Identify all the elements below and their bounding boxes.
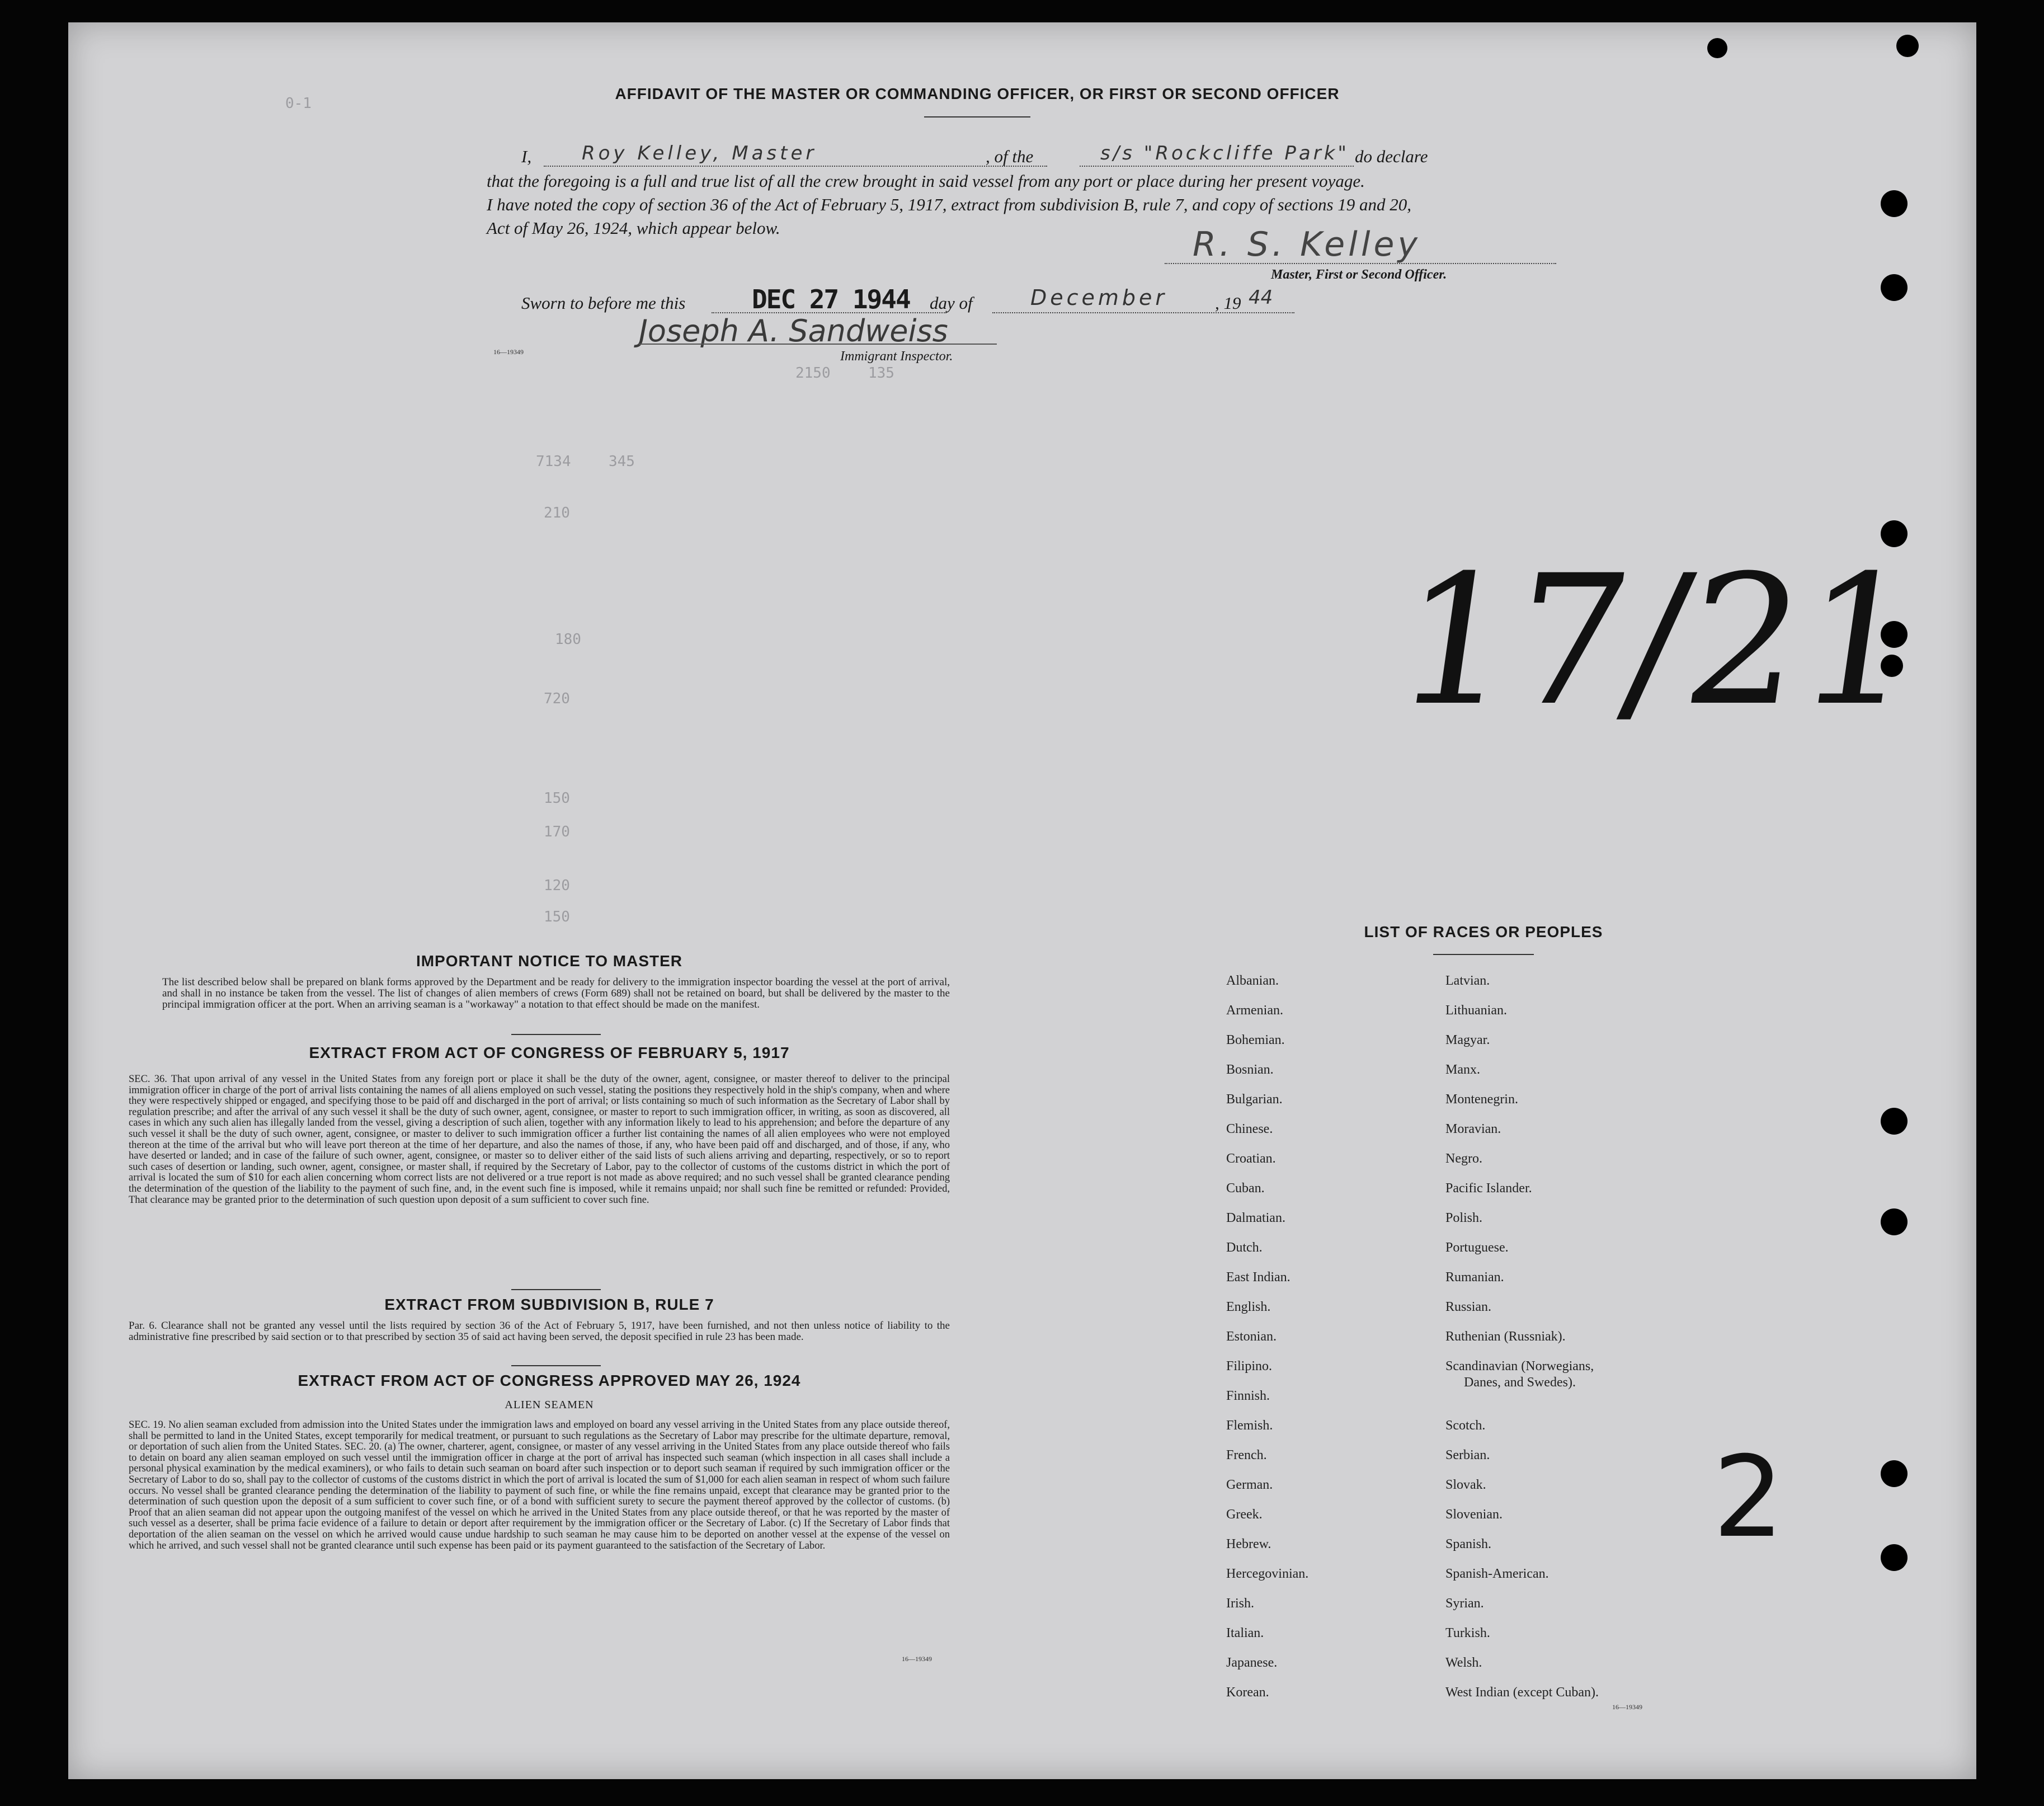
race-item: Negro.	[1445, 1151, 1482, 1166]
affidavit-of-the: , of the	[986, 147, 1034, 166]
sworn-year: 44	[1249, 286, 1273, 309]
ghost-number: 150	[544, 909, 570, 925]
race-item: Serbian.	[1445, 1448, 1490, 1462]
race-item: Albanian.	[1226, 973, 1279, 988]
vessel-name: s/s "Rockcliffe Park"	[1100, 142, 1350, 164]
race-item: Bosnian.	[1226, 1062, 1274, 1077]
punch-hole	[1896, 35, 1919, 57]
race-item: Spanish.	[1445, 1537, 1492, 1551]
race-item: Dalmatian.	[1226, 1211, 1285, 1225]
race-item: Lithuanian.	[1445, 1003, 1507, 1018]
divider	[924, 116, 1030, 117]
ghost-number: 170	[544, 824, 570, 840]
ghost-number: 150	[544, 790, 570, 807]
inspector-signature-line	[639, 344, 997, 345]
signature-line	[1165, 263, 1556, 264]
date-stamp: DEC 27 1944	[752, 284, 910, 314]
master-caption: Master, First or Second Officer.	[1271, 267, 1447, 282]
sworn-month-line	[992, 312, 1294, 313]
affidavit-line-3: I have noted the copy of section 36 of the Act of February 5, 1917, extract from subdivision B, rule 7, and copy of sections 19 and 20,	[487, 195, 1412, 214]
race-item: Ruthenian (Russniak).	[1445, 1329, 1566, 1344]
race-item: Rumanian.	[1445, 1270, 1504, 1285]
race-item: East Indian.	[1226, 1270, 1291, 1285]
handwritten-mark: 2	[1713, 1432, 1784, 1563]
sworn-year-prefix: , 19	[1215, 293, 1241, 313]
race-item: Bohemian.	[1226, 1033, 1285, 1047]
document-page	[68, 22, 1976, 1779]
race-item: Bulgarian.	[1226, 1092, 1283, 1107]
race-item: Hercegovinian.	[1226, 1567, 1309, 1581]
race-item: Armenian.	[1226, 1003, 1283, 1018]
affidavit-line-4: Act of May 26, 1924, which appear below.	[487, 218, 780, 238]
race-item: French.	[1226, 1448, 1267, 1462]
ghost-number: 210	[544, 505, 570, 521]
race-item: Magyar.	[1445, 1033, 1490, 1047]
divider	[511, 1365, 601, 1366]
extract-1917-title: EXTRACT FROM ACT OF CONGRESS OF FEBRUARY 5, 1917	[309, 1044, 790, 1061]
race-item: Welsh.	[1445, 1656, 1482, 1670]
race-item: German.	[1226, 1478, 1273, 1492]
extract-1917-text: SEC. 36. That upon arrival of any vessel in the United States from any foreign port or place it shall be the duty of the owner, agent, consignee, or master thereof to deliver to the principal immigration officer in charge of the port of arrival lists containing the names of all aliens employed on such vessel, stating the positions they respectively hold in the ship's company, when and where they were respectively shipped or engaged, and specifying those to be paid off and discharged in the port of arrival; or lists containing so much of such information as the Secretary of Labor shall by regulation prescribe; and after the arrival of any such vessel it shall be the duty of such owner, agent, consignee, or master to report to such immigration officer, in writing, as soon as discovered, all cases in which any such alien has illegally landed from the vessel, giving a description of such alien, together with any information likely to lead to his apprehension; and before the departure of any such vessel it shall be the duty of such owner, agent, consignee, or master to deliver to such immigration officer a further list containing the names of all alien employees who were not employed thereon at the time of the arrival but who will leave port thereon at the time of her departure, and also the names of those, if any, who have been paid off and discharged, and of those, if any, who have deserted or landed; and in case of the failure of such owner, agent, consignee, or master so to deliver either of the said lists of such aliens arriving and departing, respectively, or so to report such cases of desertion or landing, such owner, agent, consignee, or master shall, if required by the Secretary of Labor, pay to the collector of customs of the customs district in which the port of arrival is located the sum of $10 for each alien concerning whom correct lists are not delivered or a true report is not made as above required; and no such vessel shall be granted clearance pending the determination of the question of the liability to the payment of such fine, and, in the event such fine is imposed, while it remains unpaid; nor shall such fine be remitted or refunded: Provided, That clearance may be granted prior to the determination of such question upon deposit of a sum sufficient to cover such fine.	[129, 1074, 950, 1206]
race-item: Montenegrin.	[1445, 1092, 1518, 1107]
notice-title: IMPORTANT NOTICE TO MASTER	[416, 952, 683, 970]
sworn-month: December	[1030, 285, 1168, 310]
affidavit-title: AFFIDAVIT OF THE MASTER OR COMMANDING OFFICER, OR FIRST OR SECOND OFFICER	[615, 85, 1340, 102]
race-item: Filipino.	[1226, 1359, 1273, 1374]
notice-text: The list described below shall be prepared on blank forms approved by the Department and be ready for delivery to the immigration inspector boarding the vessel at the port of arrival, and shall in no instance be taken from the vessel. The list of changes of alien members of crews (Form 689) shall not be retained on board, but shall be delivered by the master to the principal immigration officer at the port. When an arriving seaman is a "workaway" a notation to that effect should be made on the manifest.	[162, 976, 950, 1010]
sworn-day-of: day of	[930, 293, 973, 313]
ghost-number: 135	[868, 365, 894, 382]
races-title: LIST OF RACES OR PEOPLES	[1364, 923, 1603, 940]
inspector-signature: Joseph A. Sandweiss	[639, 313, 948, 349]
race-item: Scotch.	[1445, 1418, 1486, 1433]
race-item: Cuban.	[1226, 1181, 1265, 1196]
ghost-number: 345	[609, 453, 635, 470]
race-item: Syrian.	[1445, 1596, 1484, 1611]
race-item: Manx.	[1445, 1062, 1480, 1077]
extract-form-number: 16—19349	[902, 1655, 932, 1663]
punch-hole	[1881, 1208, 1908, 1235]
race-item: Irish.	[1226, 1596, 1254, 1611]
race-item: Korean.	[1226, 1685, 1269, 1700]
affidavit-i: I,	[521, 147, 532, 166]
inspector-form-number: 16—19349	[493, 348, 524, 356]
extract-1924-subtitle: ALIEN SEAMEN	[505, 1399, 594, 1411]
race-item: Estonian.	[1226, 1329, 1277, 1344]
race-item: Slovenian.	[1445, 1507, 1503, 1522]
race-item: Chinese.	[1226, 1122, 1273, 1136]
vessel-name-line	[1080, 166, 1354, 167]
race-item: Finnish.	[1226, 1389, 1270, 1403]
handwritten-page-number: 17/21	[1384, 537, 1930, 745]
race-item: English.	[1226, 1300, 1271, 1314]
affidavit-line-2: that the foregoing is a full and true list of all the crew brought in said vessel from any port or place during her present voyage.	[487, 171, 1365, 191]
sworn-text: Sworn to before me this	[521, 293, 686, 313]
race-item: Slovak.	[1445, 1478, 1486, 1492]
race-item: Hebrew.	[1226, 1537, 1271, 1551]
race-item: Portuguese.	[1445, 1240, 1509, 1255]
ghost-number: 180	[555, 631, 581, 648]
inspector-caption: Immigrant Inspector.	[840, 349, 953, 364]
ghost-corner-mark: 0-1	[285, 95, 312, 112]
race-item: West Indian (except Cuban).	[1445, 1685, 1599, 1700]
rule-7-title: EXTRACT FROM SUBDIVISION B, RULE 7	[384, 1296, 714, 1313]
race-item: Flemish.	[1226, 1418, 1273, 1433]
punch-hole	[1881, 1108, 1908, 1135]
master-name: Roy Kelley, Master	[582, 142, 817, 164]
race-item: Turkish.	[1445, 1626, 1490, 1640]
race-item: Polish.	[1445, 1211, 1483, 1225]
race-item: Croatian.	[1226, 1151, 1276, 1166]
race-item: Japanese.	[1226, 1656, 1278, 1670]
race-item: Danes, and Swedes).	[1464, 1375, 1576, 1390]
master-signature: R. S. Kelley	[1193, 225, 1421, 264]
rule-7-text: Par. 6. Clearance shall not be granted any vessel until the lists required by section 36 of the Act of February 5, 1917, have been furnished, and not then unless notice of liability to the administrative fine prescribed by said section or to that prescribed by section 35 of said act having been served, the deposit specified in rule 23 has been made.	[129, 1320, 950, 1343]
ghost-number: 2150	[795, 365, 831, 382]
ghost-number: 720	[544, 690, 570, 707]
ghost-number: 120	[544, 877, 570, 894]
punch-hole	[1881, 1544, 1908, 1571]
divider	[511, 1034, 601, 1035]
affidavit-declare: do declare	[1355, 147, 1428, 166]
divider	[1433, 954, 1534, 955]
race-item: Pacific Islander.	[1445, 1181, 1532, 1196]
master-name-line	[544, 166, 1047, 167]
punch-hole	[1707, 38, 1727, 58]
race-item: Spanish-American.	[1445, 1567, 1549, 1581]
race-item: Russian.	[1445, 1300, 1492, 1314]
races-form-number: 16—19349	[1612, 1703, 1642, 1711]
race-item: Moravian.	[1445, 1122, 1501, 1136]
race-item: Scandinavian (Norwegians,	[1445, 1359, 1594, 1374]
punch-hole	[1881, 1460, 1908, 1487]
extract-1924-title: EXTRACT FROM ACT OF CONGRESS APPROVED MAY 26, 1924	[298, 1372, 801, 1389]
race-item: Dutch.	[1226, 1240, 1263, 1255]
punch-hole	[1881, 190, 1908, 217]
race-item: Greek.	[1226, 1507, 1263, 1522]
race-item: Latvian.	[1445, 973, 1490, 988]
ghost-number: 7134	[536, 453, 571, 470]
punch-hole	[1881, 274, 1908, 301]
race-item: Italian.	[1226, 1626, 1264, 1640]
divider	[511, 1289, 601, 1290]
extract-1924-text: SEC. 19. No alien seaman excluded from admission into the United States under the immigration laws and employed on board any vessel arriving in the United States from any place outside thereof, shall be permitted to land in the United States, except temporarily for medical treatment, or pursuant to such regulations as the Secretary of Labor may prescribe for the ultimate departure, removal, or deportation of such alien from the United States. SEC. 20. (a) The owner, charterer, agent, consignee, or master of any vessel arriving in the United States from any place outside thereof who fails to detain on board any alien seaman employed on such vessel until the immigration officer in charge at the port of arrival has inspected such seaman (which inspection in all cases shall include a personal physical examination by the medical examiners), or who fails to detain such seaman on board after such inspection or to deport such seaman if required by such immigration officer or the Secretary of Labor to do so, shall pay to the collector of customs of the customs district in which the port of arrival is located the sum of $1,000 for each alien seaman in respect of whom such failure occurs. No vessel shall be granted clearance pending the determination of the liability to payment of such fine, or while the fine remains unpaid, except that clearance may be granted prior to the determination of such question upon the deposit of a sum sufficient to cover such fine, or of a bond with sufficient surety to secure the payment thereof approved by the collector of customs. (b) Proof that an alien seaman did not appear upon the outgoing manifest of the vessel on which he arrived in the United States from any place outside thereof, or that he was reported by the master of such vessel as a deserter, shall be prima facie evidence of a failure to detain or deport after requirement by the immigration officer or the Secretary of Labor. (c) If the Secretary of Labor finds that deportation of the alien seaman on the vessel on which he arrived would cause undue hardship to such seaman he may cause him to be deported on another vessel at the expense of the vessel on which he arrived, and such vessel shall not be granted clearance until such expense has been paid or its payment guaranteed to the satisfaction of the Secretary of Labor.	[129, 1419, 950, 1551]
